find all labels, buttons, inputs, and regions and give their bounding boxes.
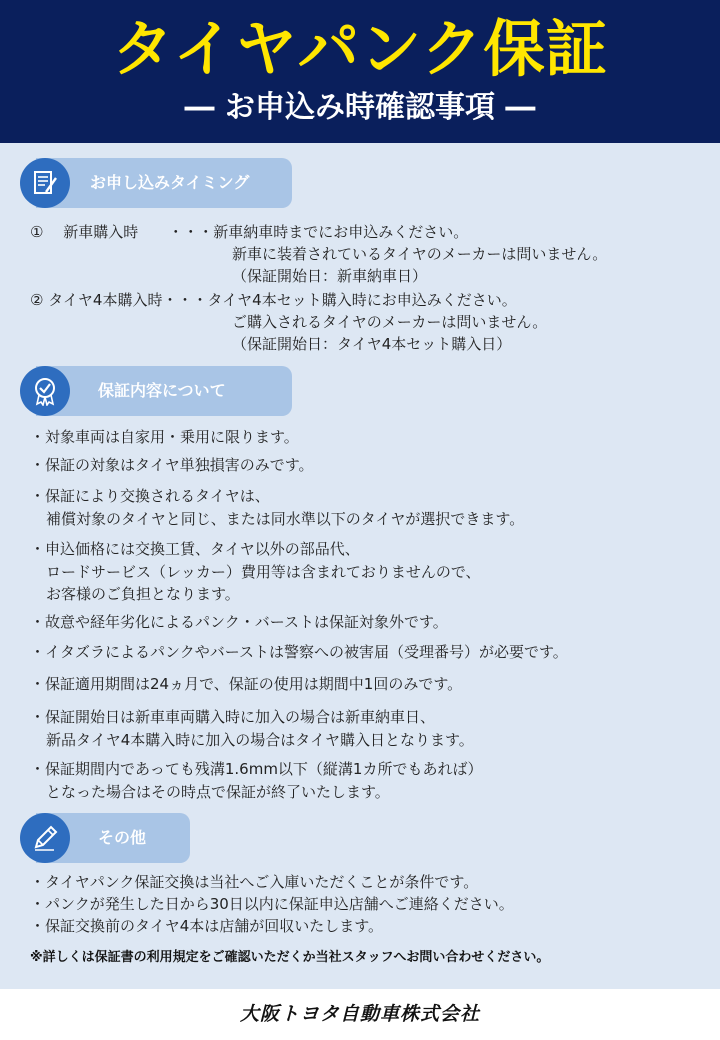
coverage-line: ・保証の対象はタイヤ単独損害のみです。 [30, 456, 314, 474]
section-heading-label: お申し込みタイミング [90, 173, 250, 192]
coverage-line: となった場合はその時点で保証が終了いたします。 [46, 783, 390, 801]
timing-line: 新車に装着されているタイヤのメーカーは問いません。 [232, 245, 608, 263]
page-title: タイヤパンク保証 [112, 14, 608, 85]
other-line: ・保証交換前のタイヤ4本は店舗が回収いたします。 [30, 917, 384, 935]
coverage-line: ・保証期間内であっても残溝1.6mm以下（縦溝1カ所でもあれば） [30, 760, 483, 778]
coverage-line: 新品タイヤ4本購入時に加入の場合はタイヤ購入日となります。 [46, 731, 474, 749]
coverage-line: ・保証適用期間は24ヵ月で、保証の使用は期間中1回のみです。 [30, 675, 463, 693]
other-line: ・タイヤパンク保証交換は当社へご入庫いただくことが条件です。 [30, 873, 479, 891]
coverage-line: ・対象車両は自家用・乗用に限ります。 [30, 428, 299, 446]
timing-line: （保証開始日：新車納車日） [232, 267, 428, 285]
coverage-line: 補償対象のタイヤと同じ、または同水準以下のタイヤが選択できます。 [46, 510, 525, 528]
coverage-line: ・保証により交換されるタイヤは、 [30, 487, 270, 505]
company-name: 大阪トヨタ自動車株式会社 [239, 1003, 480, 1025]
page-subtitle: ― お申込み時確認事項 ― [184, 90, 536, 125]
section-heading-label: その他 [98, 828, 147, 847]
coverage-line: ロードサービス（レッカー）費用等は含まれておりませんので、 [46, 563, 481, 581]
other-line: ・パンクが発生した日から30日以内に保証申込店舗へご連絡ください。 [30, 895, 514, 913]
timing-line: ご購入されるタイヤのメーカーは問いません。 [232, 313, 548, 331]
timing-line: （保証開始日：タイヤ4本セット購入日） [232, 335, 512, 353]
header-banner [0, 0, 720, 143]
footer [0, 989, 720, 1040]
section-heading-label: 保証内容について [98, 381, 226, 400]
footnote: ※詳しくは保証書の利用規定をご確認いただくか当社スタッフへお問い合わせください。 [30, 950, 550, 965]
coverage-line: ・申込価格には交換工賃、タイヤ以外の部品代、 [30, 540, 360, 558]
coverage-line: ・保証開始日は新車車両購入時に加入の場合は新車納車日、 [30, 708, 436, 726]
pencil-icon [20, 813, 70, 863]
timing-line: ① 新車購入時 ・・・新車納車時までにお申込みください。 [30, 223, 469, 241]
badge-check-icon [20, 366, 70, 416]
document-pen-icon [20, 158, 70, 208]
coverage-line: お客様のご負担となります。 [46, 585, 240, 603]
coverage-line: ・イタズラによるパンクやバーストは警察への被害届（受理番号）が必要です。 [30, 643, 568, 661]
timing-line: ② タイヤ4本購入時・・・タイヤ4本セット購入時にお申込みください。 [30, 291, 517, 309]
coverage-line: ・故意や経年劣化によるパンク・バーストは保証対象外です。 [30, 613, 448, 631]
